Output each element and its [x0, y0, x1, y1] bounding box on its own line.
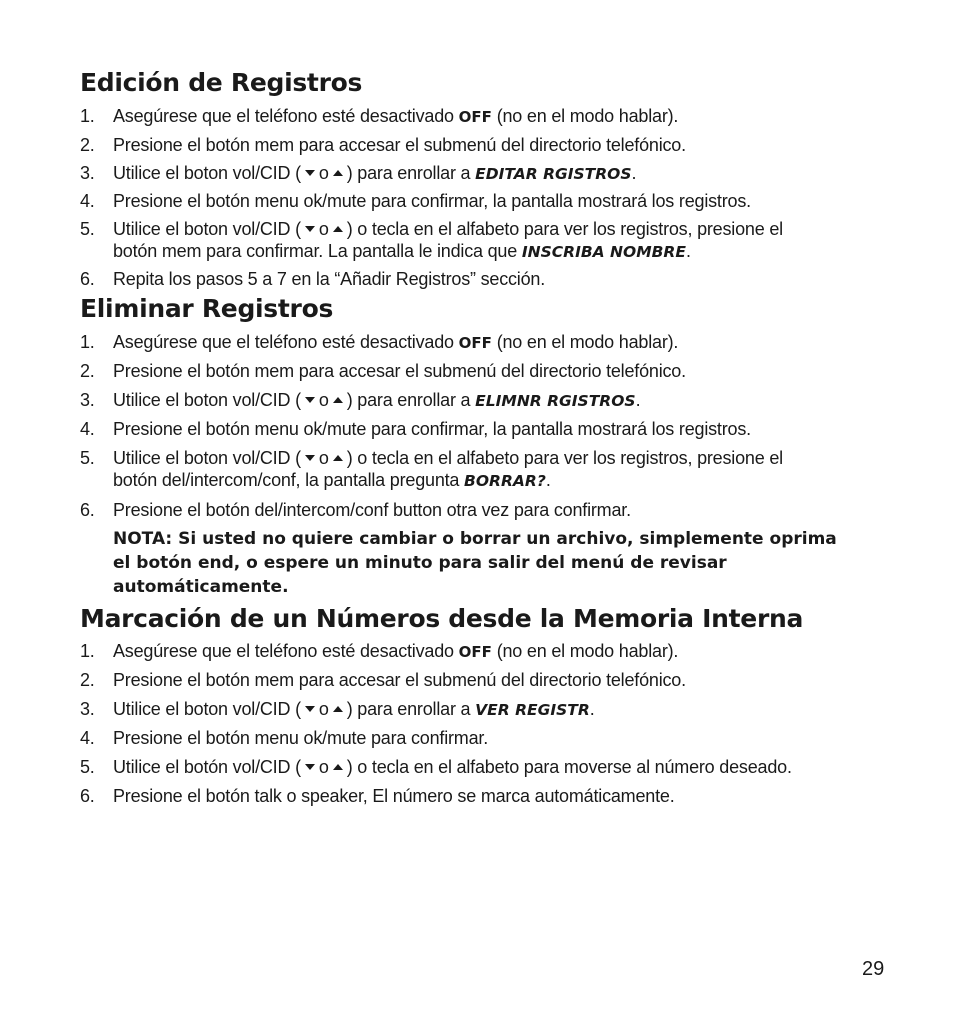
down-arrow-icon — [305, 706, 315, 712]
section-heading-eliminar: Eliminar Registros — [80, 294, 334, 323]
down-arrow-icon — [305, 397, 315, 403]
up-arrow-icon — [333, 455, 343, 461]
section-heading-marcacion: Marcación de un Números desde la Memoria Interna — [80, 604, 804, 633]
page-number: 29 — [862, 958, 885, 980]
up-arrow-icon — [333, 764, 343, 770]
up-arrow-icon — [333, 170, 343, 176]
section-heading-edicion: Edición de Registros — [80, 68, 363, 97]
up-arrow-icon — [333, 226, 343, 232]
down-arrow-icon — [305, 170, 315, 176]
down-arrow-icon — [305, 455, 315, 461]
manual-page: Edición de Registros 1. Asegúrese que el teléfono esté desactivado OFF (no en el modo hablar). 2. Presione el botón mem para accesar el submenú del directorio telefónico. 3. Utilice el boton vol/CID ( o ) para enrollar a EDITAR RGISTROS. 4. Presione el botón menu ok/mute para confirmar, la pantalla mostrará los registros. 5. Utilice el boton vol/CID ( o ) o tecla en el alfabeto para ver los registros, presione el botón mem para confirmar. La pantalla le indica que INSCRIBA NOMBRE. 6. Repita los pasos 5 a 7 en la “Añadir Registros” sección. Eliminar Registros 1. Asegúrese que el teléfono esté desactivado OFF (no en el modo hablar). 2. Presione el botón mem para accesar el submenú del directorio telefónico. 3. Utilice el boton vol/CID ( o ) para enrollar a ELIMNR RGISTROS. 4. Presione el botón menu ok/mute para confirmar, la pantalla mostrará los registros. 5. Utilice el boton vol/CID ( o ) o tecla en el alfabeto para ver los registros, presione el botón del/intercom/conf, la pantalla pregunta BORRAR?. 6. Presione el botón del/intercom/conf button otra vez para confirmar. NOTA: Si usted no quiere cambiar o borrar un archivo, simplemente oprima el botón end, o espere un minuto para salir del menú de revisar automáticamente. Marcación de un Números desde la Memoria Interna 1. Asegúrese que el teléfono esté desactivado OFF (no en el modo hablar). 2. Presione el botón mem para accesar el submenú del directorio telefónico. 3. Utilice el boton vol/CID ( o ) para enrollar a VER REGISTR. 4. Presione el botón menu ok/mute para confirmar. 5. Utilice el botón vol/CID ( o ) o tecla en el alfabeto para moverse al número deseado. 6. Presione el botón talk o speaker, El número se marca automáticamente. 29 — [80, 68, 885, 980]
up-arrow-icon — [333, 706, 343, 712]
up-arrow-icon — [333, 397, 343, 403]
down-arrow-icon — [305, 226, 315, 232]
note: NOTA: Si usted no quiere cambiar o borrar un archivo, simplemente oprima el botón end, o espere un minuto para salir del menú de revisar automáticamente. — [113, 529, 837, 597]
down-arrow-icon — [305, 764, 315, 770]
